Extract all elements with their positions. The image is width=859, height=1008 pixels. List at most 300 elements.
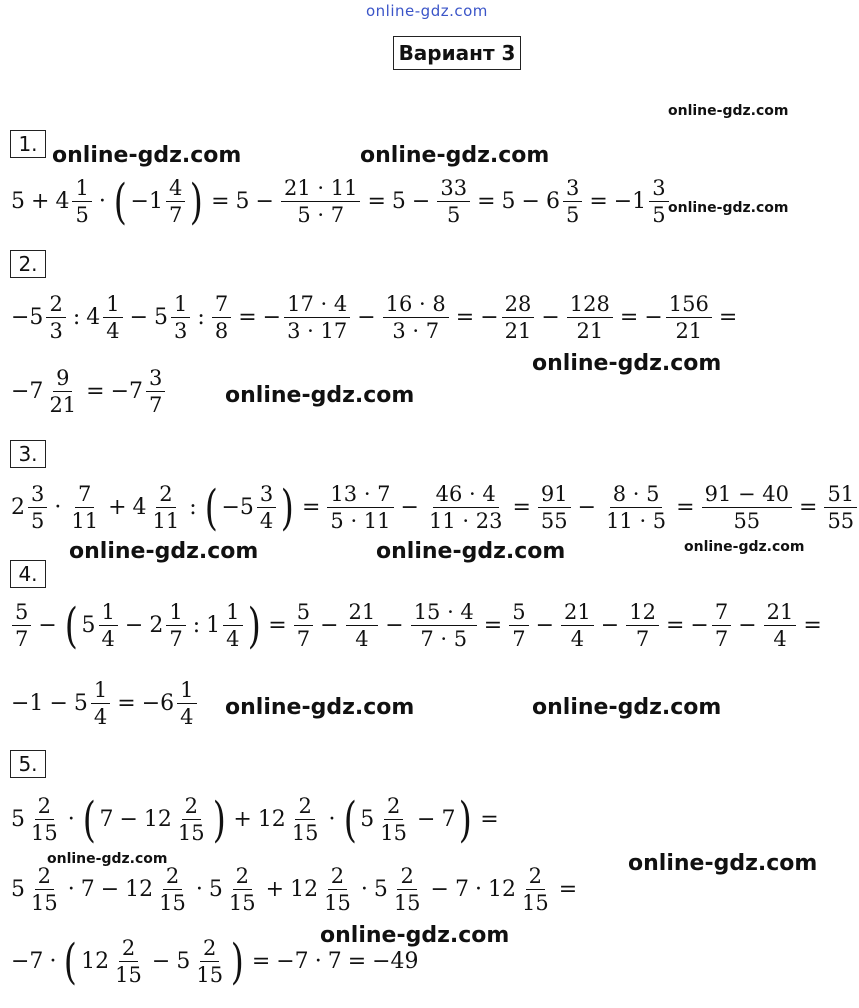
- denominator: 4: [570, 627, 585, 652]
- fraction: [391, 864, 424, 915]
- operator: ·: [54, 495, 62, 521]
- numerator: 21 · 11: [281, 176, 360, 202]
- parenthesis: ): [230, 933, 245, 990]
- whole-part: −7: [11, 379, 44, 405]
- fraction: [12, 600, 31, 651]
- denominator: 11: [152, 509, 180, 534]
- numerator: 91: [538, 482, 571, 508]
- denominator: 11: [71, 509, 99, 534]
- fraction: [538, 482, 571, 533]
- operator: =: [803, 613, 822, 639]
- whole-part: −1: [613, 189, 647, 215]
- operator: ·: [67, 877, 75, 903]
- mixed-number: [73, 678, 112, 729]
- numerator: 156: [666, 292, 712, 318]
- numerator: 21: [346, 600, 379, 626]
- operator: ·: [474, 877, 482, 903]
- whole-part: 5: [11, 877, 25, 903]
- whole-part: 5: [360, 807, 375, 833]
- mixed-number: [132, 482, 185, 533]
- fraction: [99, 600, 118, 651]
- numerator: 7: [75, 482, 94, 508]
- operator: −: [320, 613, 339, 639]
- numerator: 2: [295, 794, 314, 820]
- whole-part: −6: [141, 691, 175, 717]
- denominator: 11 · 23: [428, 509, 503, 534]
- watermark-top[interactable]: online-gdz.com: [366, 2, 488, 20]
- equation-line: [10, 597, 827, 654]
- fraction: [281, 176, 360, 227]
- denominator: 7 · 5: [420, 627, 468, 652]
- mixed-number: [81, 600, 120, 651]
- denominator: 4: [180, 705, 194, 730]
- operator: =: [665, 613, 685, 639]
- denominator: 15: [177, 821, 205, 846]
- whole-part: 5: [373, 877, 388, 903]
- whole-part: 1: [206, 613, 221, 639]
- task-number-5: 5.: [10, 750, 46, 778]
- denominator: 3: [49, 319, 63, 344]
- fraction: [649, 176, 668, 227]
- mixed-number: [10, 794, 63, 845]
- watermark: online-gdz.com: [668, 200, 789, 216]
- mixed-number: [54, 176, 93, 227]
- numerator: 1: [99, 600, 118, 626]
- equation-line: [10, 933, 420, 990]
- numerator: 46 · 4: [433, 482, 499, 508]
- fraction: [226, 864, 259, 915]
- term: 7: [99, 807, 114, 833]
- numerator: 2: [233, 864, 252, 890]
- numerator: 1: [166, 600, 185, 626]
- equation-line: [10, 479, 859, 536]
- equation-line: [10, 366, 167, 417]
- term: 7: [454, 877, 469, 903]
- mixed-number: [208, 864, 261, 915]
- fraction: [626, 600, 659, 651]
- equation-line: [10, 791, 504, 848]
- numerator: 2: [182, 794, 201, 820]
- operator: =: [512, 495, 531, 521]
- numerator: 2: [35, 794, 54, 820]
- whole-part: 5: [73, 691, 88, 717]
- denominator: 4: [355, 627, 369, 652]
- whole-part: 12: [125, 877, 154, 903]
- operator: ·: [49, 949, 57, 975]
- mixed-number: [257, 794, 324, 845]
- whole-part: 5: [11, 807, 25, 833]
- denominator: 15: [380, 821, 408, 846]
- watermark: online-gdz.com: [532, 695, 722, 720]
- fraction: [223, 600, 242, 651]
- numerator: 2: [397, 864, 416, 890]
- mixed-number: [85, 292, 124, 343]
- mixed-number: [220, 482, 278, 533]
- whole-part: 12: [257, 807, 286, 833]
- numerator: 16 · 8: [383, 292, 449, 318]
- operator: =: [238, 305, 257, 331]
- task-number-4: 4.: [10, 560, 46, 588]
- watermark: online-gdz.com: [628, 851, 818, 876]
- numerator: 51: [824, 482, 857, 508]
- numerator: 2: [35, 864, 54, 890]
- operator: −: [535, 613, 555, 639]
- whole-part: 4: [86, 305, 101, 331]
- numerator: 3: [146, 366, 165, 392]
- fraction: [321, 864, 354, 915]
- denominator: 5: [652, 203, 666, 228]
- fraction: [824, 482, 857, 533]
- operator: :: [192, 613, 201, 639]
- fraction: [193, 936, 226, 987]
- fraction: [567, 292, 613, 343]
- whole-part: 5: [154, 305, 169, 331]
- numerator: 2: [384, 794, 403, 820]
- numerator: 2: [526, 864, 545, 890]
- watermark: online-gdz.com: [360, 143, 550, 168]
- task-number-1: 1.: [10, 130, 46, 158]
- denominator: 15: [196, 963, 224, 988]
- operator: =: [477, 189, 496, 215]
- operator: −: [357, 305, 376, 331]
- whole-part: 4: [55, 189, 70, 215]
- operator: −: [541, 305, 560, 331]
- denominator: 15: [115, 963, 142, 988]
- numerator: 2: [156, 482, 175, 508]
- whole-part: 2: [11, 495, 25, 521]
- operator: ·: [314, 949, 322, 975]
- parenthesis: ): [281, 479, 295, 536]
- numerator: 128: [567, 292, 613, 318]
- term: 5: [235, 189, 250, 215]
- denominator: 15: [521, 891, 549, 916]
- operator: −: [255, 189, 274, 215]
- denominator: 15: [31, 821, 58, 846]
- mixed-number: [205, 600, 244, 651]
- numerator: 21: [764, 600, 797, 626]
- denominator: 5: [565, 203, 580, 228]
- fraction: [327, 482, 393, 533]
- mixed-number: [143, 794, 210, 845]
- mixed-number: [124, 864, 191, 915]
- fraction: [156, 864, 189, 915]
- term: 5: [391, 189, 406, 215]
- numerator: 2: [119, 936, 138, 962]
- operator: :: [72, 305, 81, 331]
- operator: +: [265, 877, 285, 903]
- denominator: 7: [169, 627, 183, 652]
- denominator: 5: [75, 203, 89, 228]
- watermark: online-gdz.com: [52, 143, 242, 168]
- fraction: [150, 482, 183, 533]
- numerator: 15 · 4: [411, 600, 477, 626]
- numerator: 1: [72, 176, 91, 202]
- denominator: 21: [504, 319, 532, 344]
- whole-part: −5: [11, 305, 44, 331]
- denominator: 5 · 11: [330, 509, 391, 534]
- denominator: 55: [733, 509, 761, 534]
- watermark: online-gdz.com: [668, 103, 789, 119]
- numerator: 3: [28, 482, 47, 508]
- equation-line: [10, 864, 582, 915]
- fraction: [177, 678, 196, 729]
- fraction: [28, 794, 61, 845]
- fraction: [666, 292, 712, 343]
- fraction: [346, 600, 379, 651]
- operator: =: [268, 613, 287, 639]
- numerator: 12: [626, 600, 659, 626]
- denominator: 4: [93, 705, 108, 730]
- operator: =: [117, 691, 136, 717]
- denominator: 7: [635, 627, 650, 652]
- denominator: 7: [15, 627, 29, 652]
- operator: −: [400, 495, 419, 521]
- term: −7: [11, 949, 44, 975]
- fraction: [519, 864, 552, 915]
- fraction: [437, 176, 470, 227]
- denominator: 3 · 7: [392, 319, 440, 344]
- parenthesis: (: [64, 933, 78, 990]
- operator: −: [738, 613, 757, 639]
- whole-part: 4: [132, 495, 147, 521]
- operator: =: [799, 495, 818, 521]
- term: −: [262, 305, 282, 331]
- numerator: 28: [502, 292, 535, 318]
- whole-part: −5: [221, 495, 254, 521]
- fraction: [561, 600, 594, 651]
- operator: =: [483, 613, 503, 639]
- denominator: 5 · 7: [297, 203, 345, 228]
- fraction: [284, 292, 350, 343]
- term: −7: [276, 949, 309, 975]
- operator: −: [49, 691, 68, 717]
- term: −: [690, 613, 709, 639]
- fraction: [72, 176, 91, 227]
- fraction: [46, 366, 79, 417]
- operator: ·: [195, 877, 203, 903]
- numerator: 9: [53, 366, 72, 392]
- fraction: [702, 482, 792, 533]
- watermark: online-gdz.com: [69, 539, 259, 564]
- numerator: 7: [712, 600, 731, 626]
- whole-part: −7: [110, 379, 144, 405]
- parenthesis: (: [82, 791, 96, 848]
- fraction: [91, 678, 110, 729]
- operator: =: [251, 949, 271, 975]
- mixed-number: [487, 864, 554, 915]
- fraction: [28, 482, 47, 533]
- denominator: 3: [174, 319, 188, 344]
- numerator: 1: [171, 292, 190, 318]
- watermark: online-gdz.com: [684, 539, 805, 555]
- operator: =: [619, 305, 639, 331]
- numerator: 2: [200, 936, 219, 962]
- numerator: 1: [177, 678, 196, 704]
- numerator: 5: [294, 600, 313, 626]
- denominator: 21: [675, 319, 703, 344]
- term: 5: [501, 189, 516, 215]
- denominator: 21: [576, 319, 604, 344]
- operator: +: [233, 807, 252, 833]
- term: −49: [372, 949, 419, 975]
- numerator: 3: [563, 176, 582, 202]
- operator: −: [129, 305, 149, 331]
- operator: =: [455, 305, 475, 331]
- operator: −: [521, 189, 540, 215]
- page-title: Вариант 3: [393, 36, 521, 70]
- term: −1: [11, 691, 44, 717]
- numerator: 17 · 4: [284, 292, 350, 318]
- operator: =: [301, 495, 321, 521]
- operator: =: [347, 949, 367, 975]
- mixed-number: [110, 366, 168, 417]
- watermark: online-gdz.com: [376, 539, 566, 564]
- fraction: [289, 794, 322, 845]
- operator: +: [31, 189, 50, 215]
- term: −: [480, 305, 499, 331]
- parenthesis: (: [204, 479, 218, 536]
- fraction: [166, 600, 185, 651]
- numerator: 33: [437, 176, 470, 202]
- denominator: 7: [149, 393, 163, 418]
- mixed-number: [175, 936, 228, 987]
- whole-part: 5: [208, 877, 223, 903]
- whole-part: 2: [149, 613, 164, 639]
- operator: ·: [67, 807, 75, 833]
- denominator: 21: [49, 393, 77, 418]
- fraction: [712, 600, 731, 651]
- fraction: [257, 482, 276, 533]
- parenthesis: ): [212, 791, 226, 848]
- operator: =: [589, 189, 608, 215]
- denominator: 4: [101, 627, 115, 652]
- numerator: 2: [46, 292, 65, 318]
- numerator: 13 · 7: [327, 482, 393, 508]
- task-number-3: 3.: [10, 440, 46, 468]
- operator: −: [38, 613, 57, 639]
- denominator: 7: [296, 627, 311, 652]
- mixed-number: [141, 678, 199, 729]
- denominator: 5: [447, 203, 461, 228]
- equation-line: [10, 173, 671, 230]
- operator: −: [100, 877, 120, 903]
- denominator: 15: [228, 891, 256, 916]
- mixed-number: [80, 936, 147, 987]
- whole-part: 12: [81, 949, 110, 975]
- operator: =: [211, 189, 230, 215]
- numerator: 1: [103, 292, 122, 318]
- operator: ·: [328, 807, 336, 833]
- whole-part: 12: [143, 807, 172, 833]
- denominator: 15: [159, 891, 186, 916]
- mixed-number: [545, 176, 584, 227]
- fraction: [502, 292, 535, 343]
- operator: =: [367, 189, 386, 215]
- operator: −: [411, 189, 431, 215]
- term: −1: [130, 189, 163, 215]
- watermark: online-gdz.com: [47, 851, 168, 867]
- numerator: 1: [223, 600, 242, 626]
- mixed-number: [10, 366, 81, 417]
- denominator: 4: [226, 627, 240, 652]
- term: 7: [327, 949, 342, 975]
- numerator: 5: [509, 600, 528, 626]
- numerator: 3: [257, 482, 276, 508]
- operator: ·: [360, 877, 368, 903]
- denominator: 55: [540, 509, 568, 534]
- fraction: [603, 482, 669, 533]
- operator: −: [577, 495, 597, 521]
- numerator: 5: [12, 600, 31, 626]
- denominator: 15: [291, 821, 319, 846]
- operator: +: [108, 495, 127, 521]
- fraction: [563, 176, 582, 227]
- denominator: 8: [214, 319, 229, 344]
- fraction: [764, 600, 797, 651]
- operator: :: [189, 495, 197, 521]
- operator: −: [385, 613, 404, 639]
- mixed-number: [153, 292, 192, 343]
- parenthesis: (: [343, 791, 357, 848]
- parenthesis: (: [113, 173, 127, 230]
- numerator: 2: [163, 864, 182, 890]
- operator: −: [430, 877, 449, 903]
- term: 5: [11, 189, 25, 215]
- watermark: online-gdz.com: [320, 923, 510, 948]
- numerator: 3: [649, 176, 668, 202]
- parenthesis: ): [247, 597, 261, 654]
- denominator: 4: [259, 509, 274, 534]
- mixed-number: [373, 864, 426, 915]
- operator: =: [558, 877, 578, 903]
- operator: −: [119, 807, 138, 833]
- whole-part: 12: [487, 877, 516, 903]
- term: −: [644, 305, 663, 331]
- denominator: 15: [31, 891, 58, 916]
- operator: :: [197, 305, 205, 331]
- equation-line: [10, 292, 742, 343]
- mixed-number: [148, 600, 187, 651]
- fraction: [212, 292, 231, 343]
- fraction: [28, 864, 61, 915]
- parenthesis: (: [64, 597, 78, 654]
- numerator: 2: [328, 864, 347, 890]
- denominator: 7: [714, 627, 729, 652]
- fraction: [294, 600, 313, 651]
- operator: ·: [98, 189, 106, 215]
- denominator: 7: [512, 627, 526, 652]
- denominator: 5: [31, 509, 45, 534]
- whole-part: 5: [81, 613, 96, 639]
- operator: −: [124, 613, 144, 639]
- denominator: 4: [773, 627, 787, 652]
- numerator: 1: [91, 678, 110, 704]
- fraction: [103, 292, 122, 343]
- term: 7: [441, 807, 456, 833]
- mixed-number: [10, 292, 68, 343]
- watermark: online-gdz.com: [532, 351, 722, 376]
- fraction: [377, 794, 410, 845]
- fraction: [175, 794, 208, 845]
- numerator: 8 · 5: [610, 482, 663, 508]
- operator: =: [718, 305, 738, 331]
- denominator: 4: [106, 319, 120, 344]
- operator: −: [600, 613, 620, 639]
- watermark: online-gdz.com: [225, 695, 415, 720]
- fraction: [411, 600, 477, 651]
- mixed-number: [359, 794, 412, 845]
- denominator: 55: [827, 509, 855, 534]
